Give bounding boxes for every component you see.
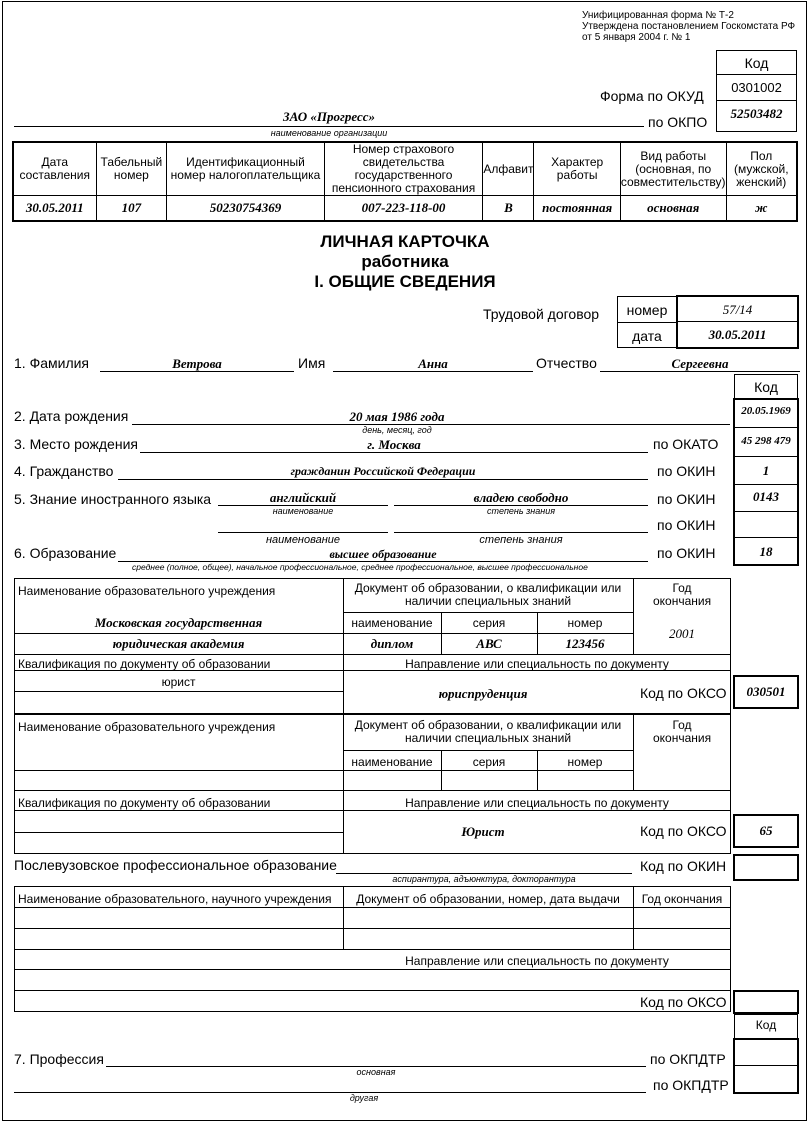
codes-column (733, 398, 799, 566)
institution-name-line2: юридическая академия (112, 636, 245, 651)
okpo-code: 52503482 (730, 106, 783, 121)
education-code-label: по ОКИН (657, 545, 716, 561)
work-type: основная (620, 196, 726, 221)
profession-codes (733, 1038, 799, 1094)
contract-number: 57/14 (722, 302, 753, 317)
birth-date-caption: день, месяц, год (362, 425, 432, 435)
birth-date-label: 2. Дата рождения (14, 408, 129, 424)
specialty: юриспруденция (438, 686, 528, 701)
okso-code-2: 65 (759, 823, 773, 838)
birth-place: г. Москва (367, 437, 421, 452)
snils: 007-223-118-00 (324, 196, 483, 221)
first-name-label: Имя (298, 355, 326, 371)
postgrad-label: Послевузовское профессиональное образование (14, 857, 337, 873)
education-label: 6. Образование (14, 545, 117, 561)
first-name: Анна (418, 356, 448, 371)
okud-code: 0301002 (731, 80, 782, 95)
qualification: юрист (161, 675, 196, 689)
organization-caption: наименование организации (270, 128, 388, 138)
diploma-name: диплом (370, 636, 414, 651)
birth-date-code: 20.05.1969 (741, 405, 791, 417)
date-compiled: 30.05.2011 (13, 196, 96, 221)
contract-label: Трудовой договор (483, 306, 600, 322)
contract-number-label: номер (626, 302, 668, 318)
birth-place-code: 45 298 479 (741, 435, 791, 447)
form-approval-note: Унифицированная форма № Т-2 Утверждена постановлением Госкомстата РФ от 5 января 2004 г. № 1 (582, 10, 796, 43)
okpo-label: по ОКПО (648, 114, 708, 130)
patronymic: Сергеевна (671, 356, 729, 371)
personnel-number: 107 (96, 196, 167, 221)
inn: 50230754369 (167, 196, 325, 221)
page-title: ЛИЧНАЯ КАРТОЧКА работника I. ОБЩИЕ СВЕДЕНИЯ (314, 232, 496, 291)
institution-name-line1: Московская государственная (94, 615, 263, 630)
education-caption: среднее (полное, общее), начальное профессиональное, среднее профессиональное, высшее профессиональное (132, 562, 588, 572)
specialty-2: Юрист (461, 824, 505, 839)
citizenship-label: 4. Гражданство (14, 463, 114, 479)
profession-label: 7. Профессия (14, 1051, 104, 1067)
codes-label: Код (754, 379, 778, 395)
organization-name: ЗАО «Прогресс» (283, 109, 375, 124)
patronymic-label: Отчество (536, 355, 597, 371)
education-code: 18 (759, 544, 773, 559)
gender: ж (726, 196, 797, 221)
language-1-code: 0143 (753, 489, 779, 504)
code-header-label: Код (744, 55, 769, 71)
education-level: высшее образование (329, 547, 437, 561)
graduation-year: 2001 (669, 626, 695, 641)
surname: Ветрова (172, 356, 222, 371)
language-2-code-label: по ОКИН (657, 517, 716, 533)
citizenship-code-label: по ОКИН (657, 463, 716, 479)
language-1-code-label: по ОКИН (657, 491, 716, 507)
contract-date-label: дата (632, 328, 662, 344)
citizenship: гражданин Российской Федерации (290, 464, 476, 478)
language-1-level: владею свободно (473, 490, 569, 505)
language-1-name: английский (269, 490, 337, 505)
birth-place-label: 3. Место рождения (14, 436, 138, 452)
work-nature: постоянная (534, 196, 620, 221)
surname-label: 1. Фамилия (14, 355, 90, 371)
okato-label: по ОКАТО (653, 436, 719, 452)
language-label: 5. Знание иностранного языка (14, 491, 212, 507)
contract-date: 30.05.2011 (708, 327, 767, 342)
employee-summary-table: Дата составления Табельный номер Идентификационный номер налогоплательщика Номер страхового свидетельства государственного пенсионного страхования Алфавит Характер работы Вид работы (основная, по совместительству) Пол (мужской, женский) 30.05.2011 107 50230754369 007-223-118-00 В постоянная основная ж (12, 141, 798, 222)
diploma-series: АВС (476, 636, 502, 651)
diploma-number: 123456 (565, 636, 605, 651)
alphabet: В (483, 196, 534, 221)
okud-label: Форма по ОКУД (600, 88, 704, 104)
okso-code-1: 030501 (746, 684, 786, 699)
birth-date: 20 мая 1986 года (349, 409, 445, 424)
citizenship-code: 1 (762, 463, 770, 478)
